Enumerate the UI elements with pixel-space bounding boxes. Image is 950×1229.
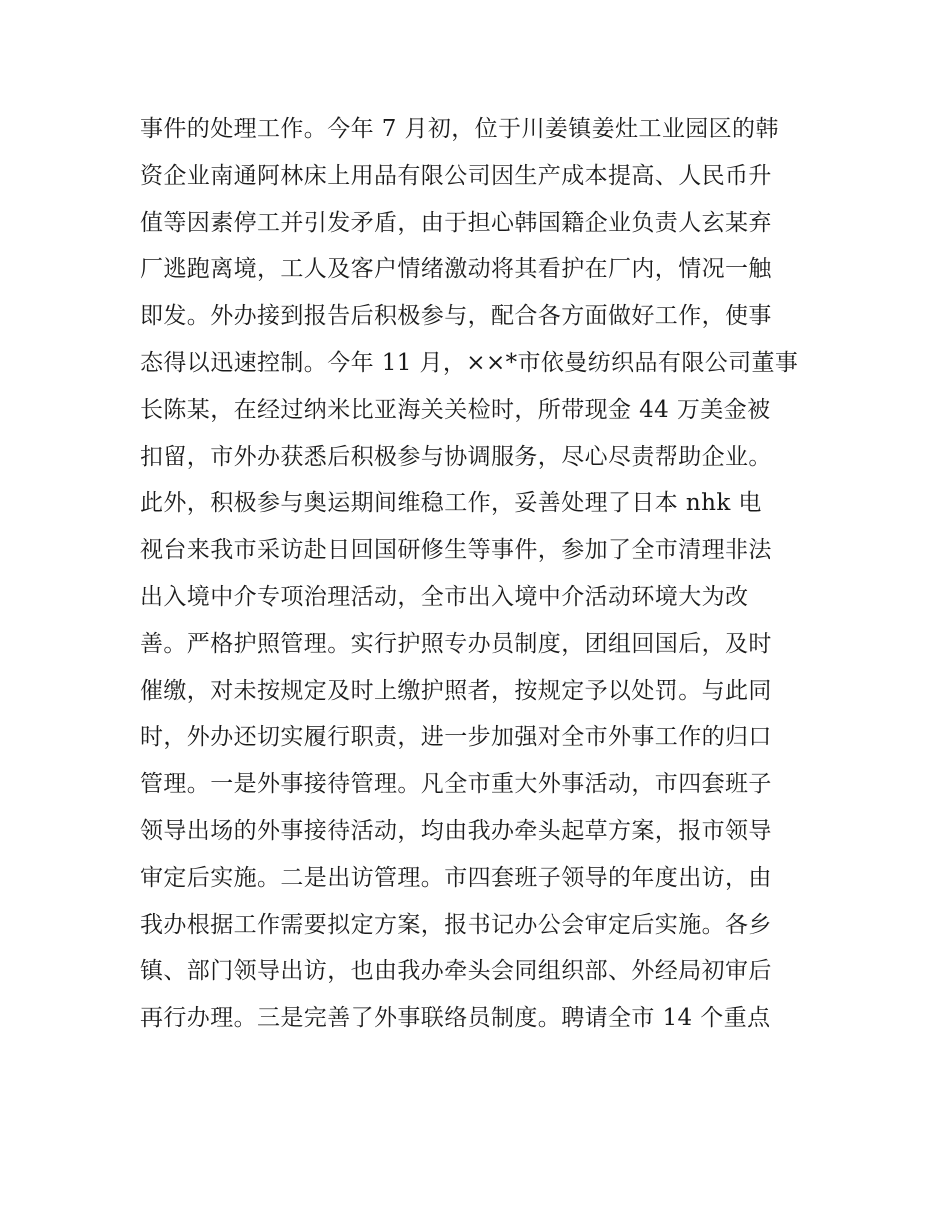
text-line: 即发。外办接到报告后积极参与，配合各方面做好工作，使事: [140, 303, 772, 330]
text-line: 我办根据工作需要拟定方案，报书记办公会审定后实施。各乡: [140, 911, 772, 938]
text-line: 管理。一是外事接待管理。凡全市重大外事活动，市四套班子: [140, 771, 772, 798]
text-line: 扣留，市外办获悉后积极参与协调服务，尽心尽责帮助企业。: [140, 443, 772, 470]
text-line: 态得以迅速控制。今年 11 月，××*市依曼纺织品有限公司董事: [140, 349, 799, 376]
text-line: 审定后实施。二是出访管理。市四套班子领导的年度出访，由: [140, 864, 772, 891]
text-line: 长陈某，在经过纳米比亚海关关检时，所带现金 44 万美金被: [140, 396, 771, 423]
text-line: 领导出场的外事接待活动，均由我办牵头起草方案，报市领导: [140, 817, 772, 844]
text-line: 再行办理。三是完善了外事联络员制度。聘请全市 14 个重点: [140, 1005, 771, 1032]
text-line: 值等因素停工并引发矛盾，由于担心韩国籍企业负责人玄某弃: [140, 209, 772, 236]
text-line: 镇、部门领导出访，也由我办牵头会同组织部、外经局初审后: [140, 958, 772, 985]
text-line: 事件的处理工作。今年 7 月初，位于川姜镇姜灶工业园区的韩: [140, 116, 779, 142]
text-line: 视台来我市采访赴日回国研修生等事件，参加了全市清理非法: [140, 537, 772, 564]
text-line: 催缴，对未按规定及时上缴护照者，按规定予以处罚。与此同: [140, 677, 772, 704]
text-line: 资企业南通阿林床上用品有限公司因生产成本提高、人民币升: [140, 162, 772, 189]
text-line: 时，外办还切实履行职责，进一步加强对全市外事工作的归口: [140, 724, 772, 751]
text-line: 出入境中介专项治理活动，全市出入境中介活动环境大为改: [140, 583, 749, 610]
body-text: [140, 106, 820, 1042]
text-line: 善。严格护照管理。实行护照专办员制度，团组回国后，及时: [140, 630, 772, 657]
text-line: 此外，积极参与奥运期间维稳工作，妥善处理了日本 nhk 电: [140, 490, 762, 517]
text-line: 厂逃跑离境，工人及客户情绪激动将其看护在厂内，情况一触: [140, 256, 772, 283]
